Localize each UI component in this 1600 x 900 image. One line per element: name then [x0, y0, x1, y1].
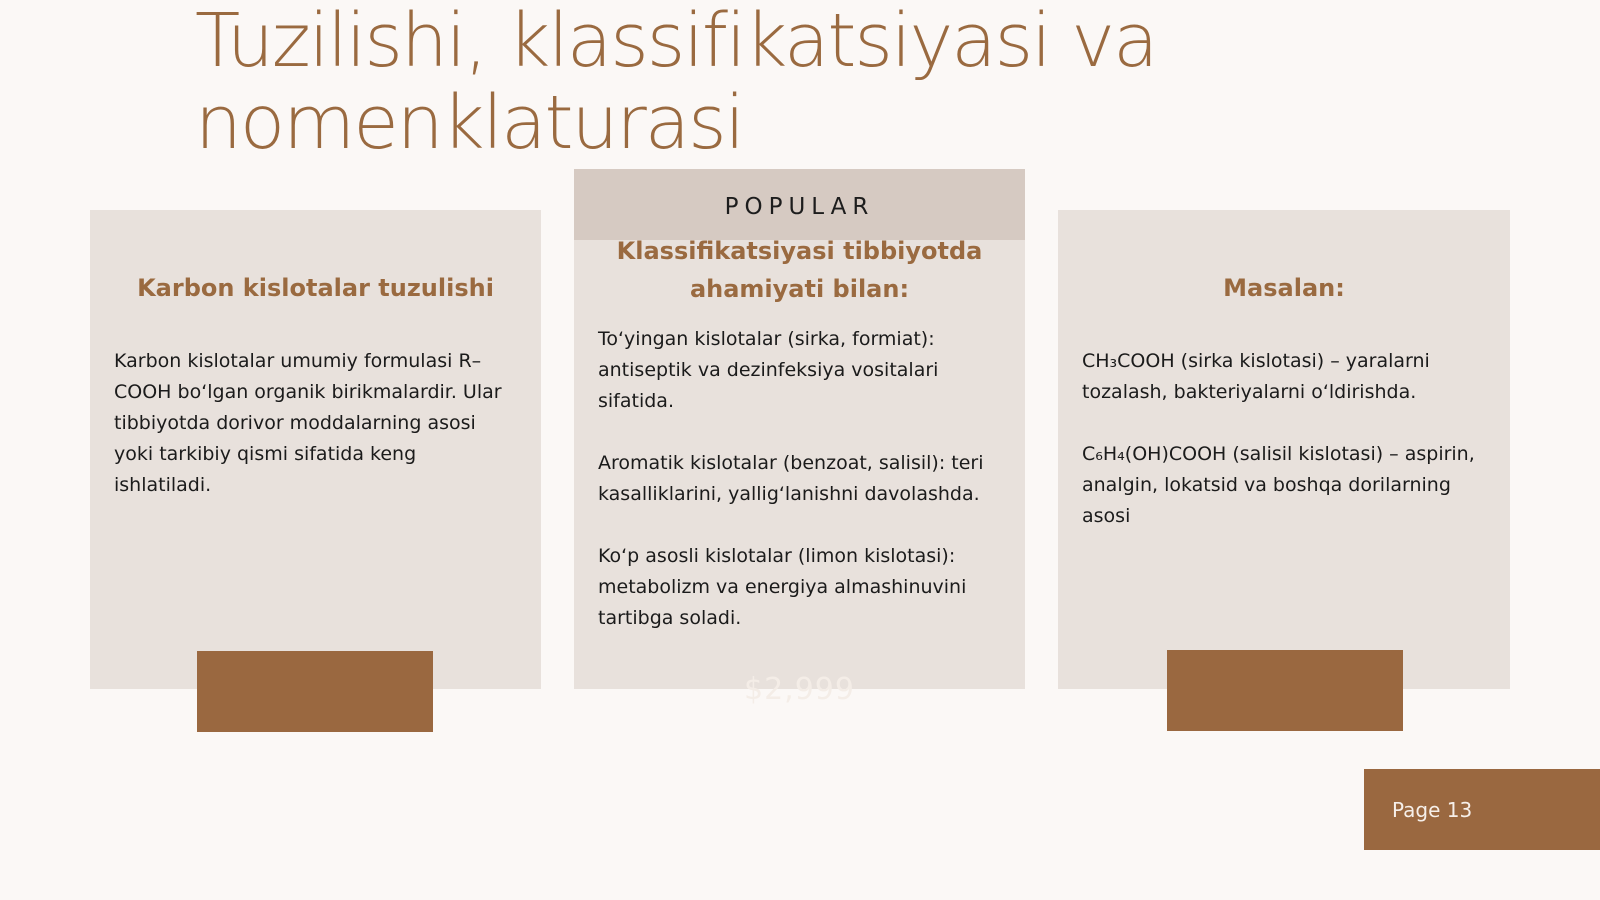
card-paragraph: Ko‘p asosli kislotalar (limon kislotasi): metabolizm va energiya almashinuvini tartibga soladi. — [598, 545, 967, 629]
page-number-badge: Page 13 — [1364, 769, 1600, 850]
card-body — [114, 346, 519, 501]
left-card-cta-button[interactable] — [197, 651, 433, 732]
card-paragraph: CH₃COOH (sirka kislotasi) – yaralarni tozalash, bakteriyalarni o‘ldirishda. — [1082, 350, 1430, 403]
slide-title — [195, 0, 1195, 164]
card-examples — [1058, 210, 1510, 689]
card-heading: Karbon kislotalar tuzulishi — [137, 274, 494, 302]
card-body — [598, 324, 998, 634]
card-body — [1082, 346, 1487, 532]
slide-title-line-1: Tuzilishi, klassifikatsiyasi va — [195, 0, 1157, 84]
slide-title-line-2: nomenklaturasi — [195, 80, 744, 166]
popular-badge: POPULAR — [574, 169, 1025, 240]
card-paragraph: C₆H₄(OH)COOH (salisil kislotasi) – aspirin, analgin, lokatsid va boshqa dorilarning asosi — [1082, 443, 1475, 527]
card-heading: Masalan: — [1223, 274, 1345, 302]
card-paragraph: To‘yingan kislotalar (sirka, formiat): antiseptik va dezinfeksiya vositalari sifatida. — [598, 328, 939, 412]
card-classification — [574, 169, 1025, 707]
card-heading: Klassifikatsiyasi tibbiyotda ahamiyati bilan: — [616, 237, 983, 303]
card-paragraph: Karbon kislotalar umumiy formulasi R–COOH bo‘lgan organik birikmalardir. Ular tibbiyotda dorivor moddalarning asosi yoki tarkibiy qismi sifatida keng ishlatiladi. — [114, 350, 502, 496]
right-card-cta-button[interactable] — [1167, 650, 1403, 731]
price-label: $2,999 — [744, 672, 855, 707]
card-structure — [90, 210, 541, 689]
card-paragraph: Aromatik kislotalar (benzoat, salisil): teri kasalliklarini, yallig‘lanishni davolashda. — [598, 452, 984, 505]
